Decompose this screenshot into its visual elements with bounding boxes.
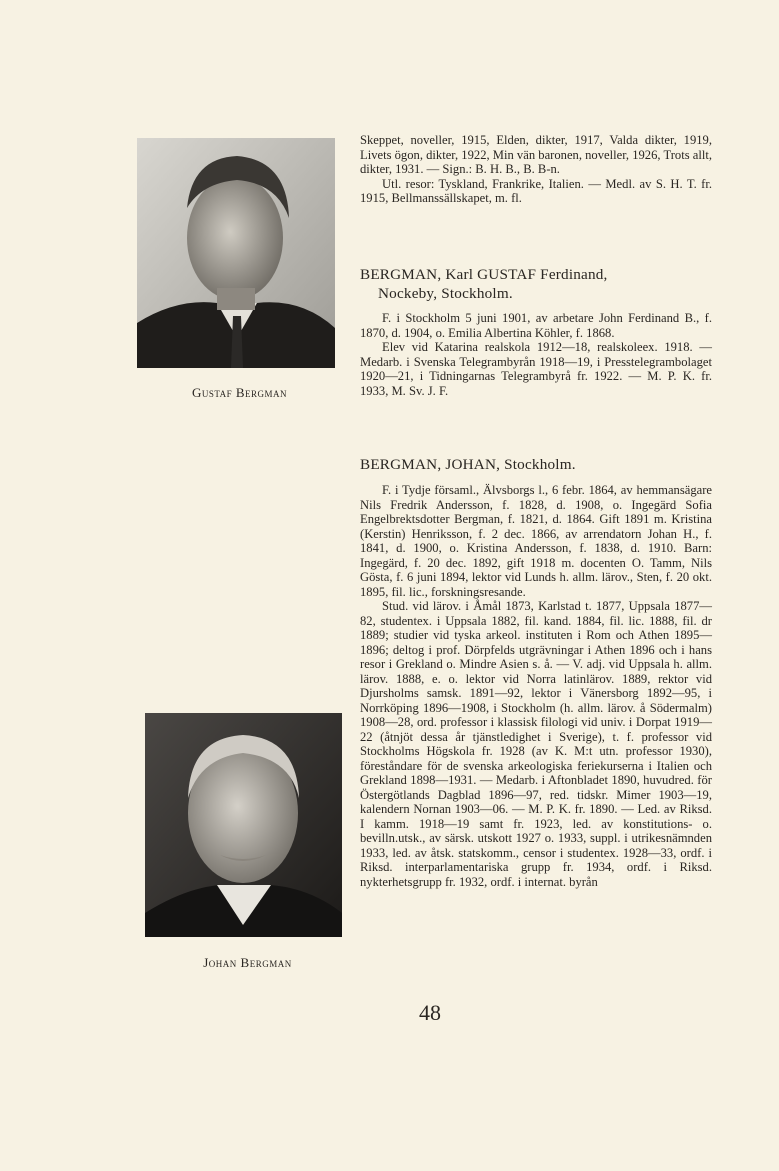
continuation-line-1: Skeppet, noveller, 1915, Elden, dikter, 1917, Valda dikter, 1919, Livets ögon, dikter, 1922, Min vän baronen, noveller, 1926, Trots allt, dikter, 1931. — Sign.: B. H. B., B. B-n. xyxy=(360,133,712,176)
entry-heading-johan xyxy=(360,455,720,474)
portrait-photo-johan xyxy=(145,713,342,937)
page-number: 48 xyxy=(419,1000,441,1025)
photo-caption-johan xyxy=(145,955,350,971)
entry-body-johan xyxy=(360,483,712,889)
continuation-text xyxy=(360,133,712,206)
photo-caption-gustaf xyxy=(137,385,342,401)
entry-body-gustaf xyxy=(360,311,712,398)
entry-heading-gustaf-line2: Nockeby, Stockholm. xyxy=(378,285,513,302)
entry-johan-paragraph-1: F. i Tydje församl., Älvsborgs l., 6 febr. 1864, av hemmansägare Nils Fredrik Andersson, f. 1828, d. 1908, o. Ingegärd Sofia Engelbrektsdotter Bergman, f. 1821, d. 1864. Gift 1891 m. Kristina (Kerstin) Henriksson, f. 2 dec. 1866, av arrendatorn Johan H., f. 1841, d. 1900, o. Kristina Andersson, f. 1838, d. 1910. Barn: Ingegärd, f. 20 dec. 1892, gift 1918 m. docenten O. Tamm, Nils Gösta, f. 6 juni 1894, lektor vid Lunds h. allm. lärov., Sten, f. 20 okt. 1895, fil. lic., forskningsresande. xyxy=(360,483,712,599)
portrait-photo-gustaf xyxy=(137,138,335,368)
caption-text-johan: Johan Bergman xyxy=(203,955,292,970)
portrait-gustaf-image xyxy=(137,138,335,368)
entry-heading-johan-text: BERGMAN, JOHAN, Stockholm. xyxy=(360,456,576,473)
entry-heading-gustaf-line1: BERGMAN, Karl GUSTAF Ferdinand, xyxy=(360,266,608,283)
entry-johan-paragraph-2: Stud. vid lärov. i Åmål 1873, Karlstad t. 1877, Uppsala 1877—82, studentex. i Uppsala 1882, fil. kand. 1884, fil. lic. 1888, fil. dr 1889; studier vid tyska arkeol. instituten i Rom och Athen 1895—1896; deltog i prof. Dörpfelds utgrävningar i Athen 1896 och i hans resor i Grekland o. Mindre Asien s. å. — V. adj. vid Uppsala h. allm. lärov. 1888, e. o. lektor vid Norra latinlärov. 1889, rektor vid Djursholms samsk. 1891—92, lektor i Vänersborg 1892—95, i Norrköping 1896—1908, i Stockholm (h. allm. lärov. å Södermalm) 1908—28, ord. professor i klassisk filologi vid univ. i Dorpat 1919—22 (åtnjöt dessa år tjänstledighet i Sverige), t. f. professor vid Stockholms Högskola fr. 1928 (av K. M:t utn. professor 1930), föreståndare för de svenska arkeologiska feriekurserna i Italien och Grekland 1898—1931. — Medarb. i Aftonbladet 1890, huvudred. för Östergötlands Dagblad 1896—97, red. tidskr. Mimer 1903—19, kalendern Nornan 1903—06. — M. P. K. fr. 1890. — Led. av Riksd. I kamm. 1918—19 samt fr. 1923, led. av konstitutions- o. bevilln.utsk., av särsk. utskott 1927 o. 1933, suppl. i utrikesnämnden 1933, led. av åtsk. statskomm., censor i studentex. 1928—33, ordf. i Riksd. interparlamentariska grupp fr. 1934, ordf. i Riksd. nykterhetsgrupp fr. 1932, ordf. i internat. byrån xyxy=(360,599,712,889)
caption-text-gustaf: Gustaf Bergman xyxy=(191,385,288,400)
portrait-johan-image xyxy=(145,713,342,937)
entry-gustaf-paragraph-2: Elev vid Katarina realskola 1912—18, realskoleex. 1918. — Medarb. i Svenska Telegrambyrån 1918—19, i Presstelegrambolaget 1920—21, i Tidningarnas Telegrambyrå fr. 1922. — M. P. K. fr. 1933, M. Sv. J. F. xyxy=(360,340,712,398)
continuation-line-2: Utl. resor: Tyskland, Frankrike, Italien. — Medl. av S. H. T. fr. 1915, Bellmanssällskapet, m. fl. xyxy=(360,176,712,205)
entry-heading-gustaf xyxy=(360,265,720,303)
entry-gustaf-paragraph-1: F. i Stockholm 5 juni 1901, av arbetare John Ferdinand B., f. 1870, d. 1904, o. Emilia Albertina Köhler, f. 1868. xyxy=(360,311,712,340)
